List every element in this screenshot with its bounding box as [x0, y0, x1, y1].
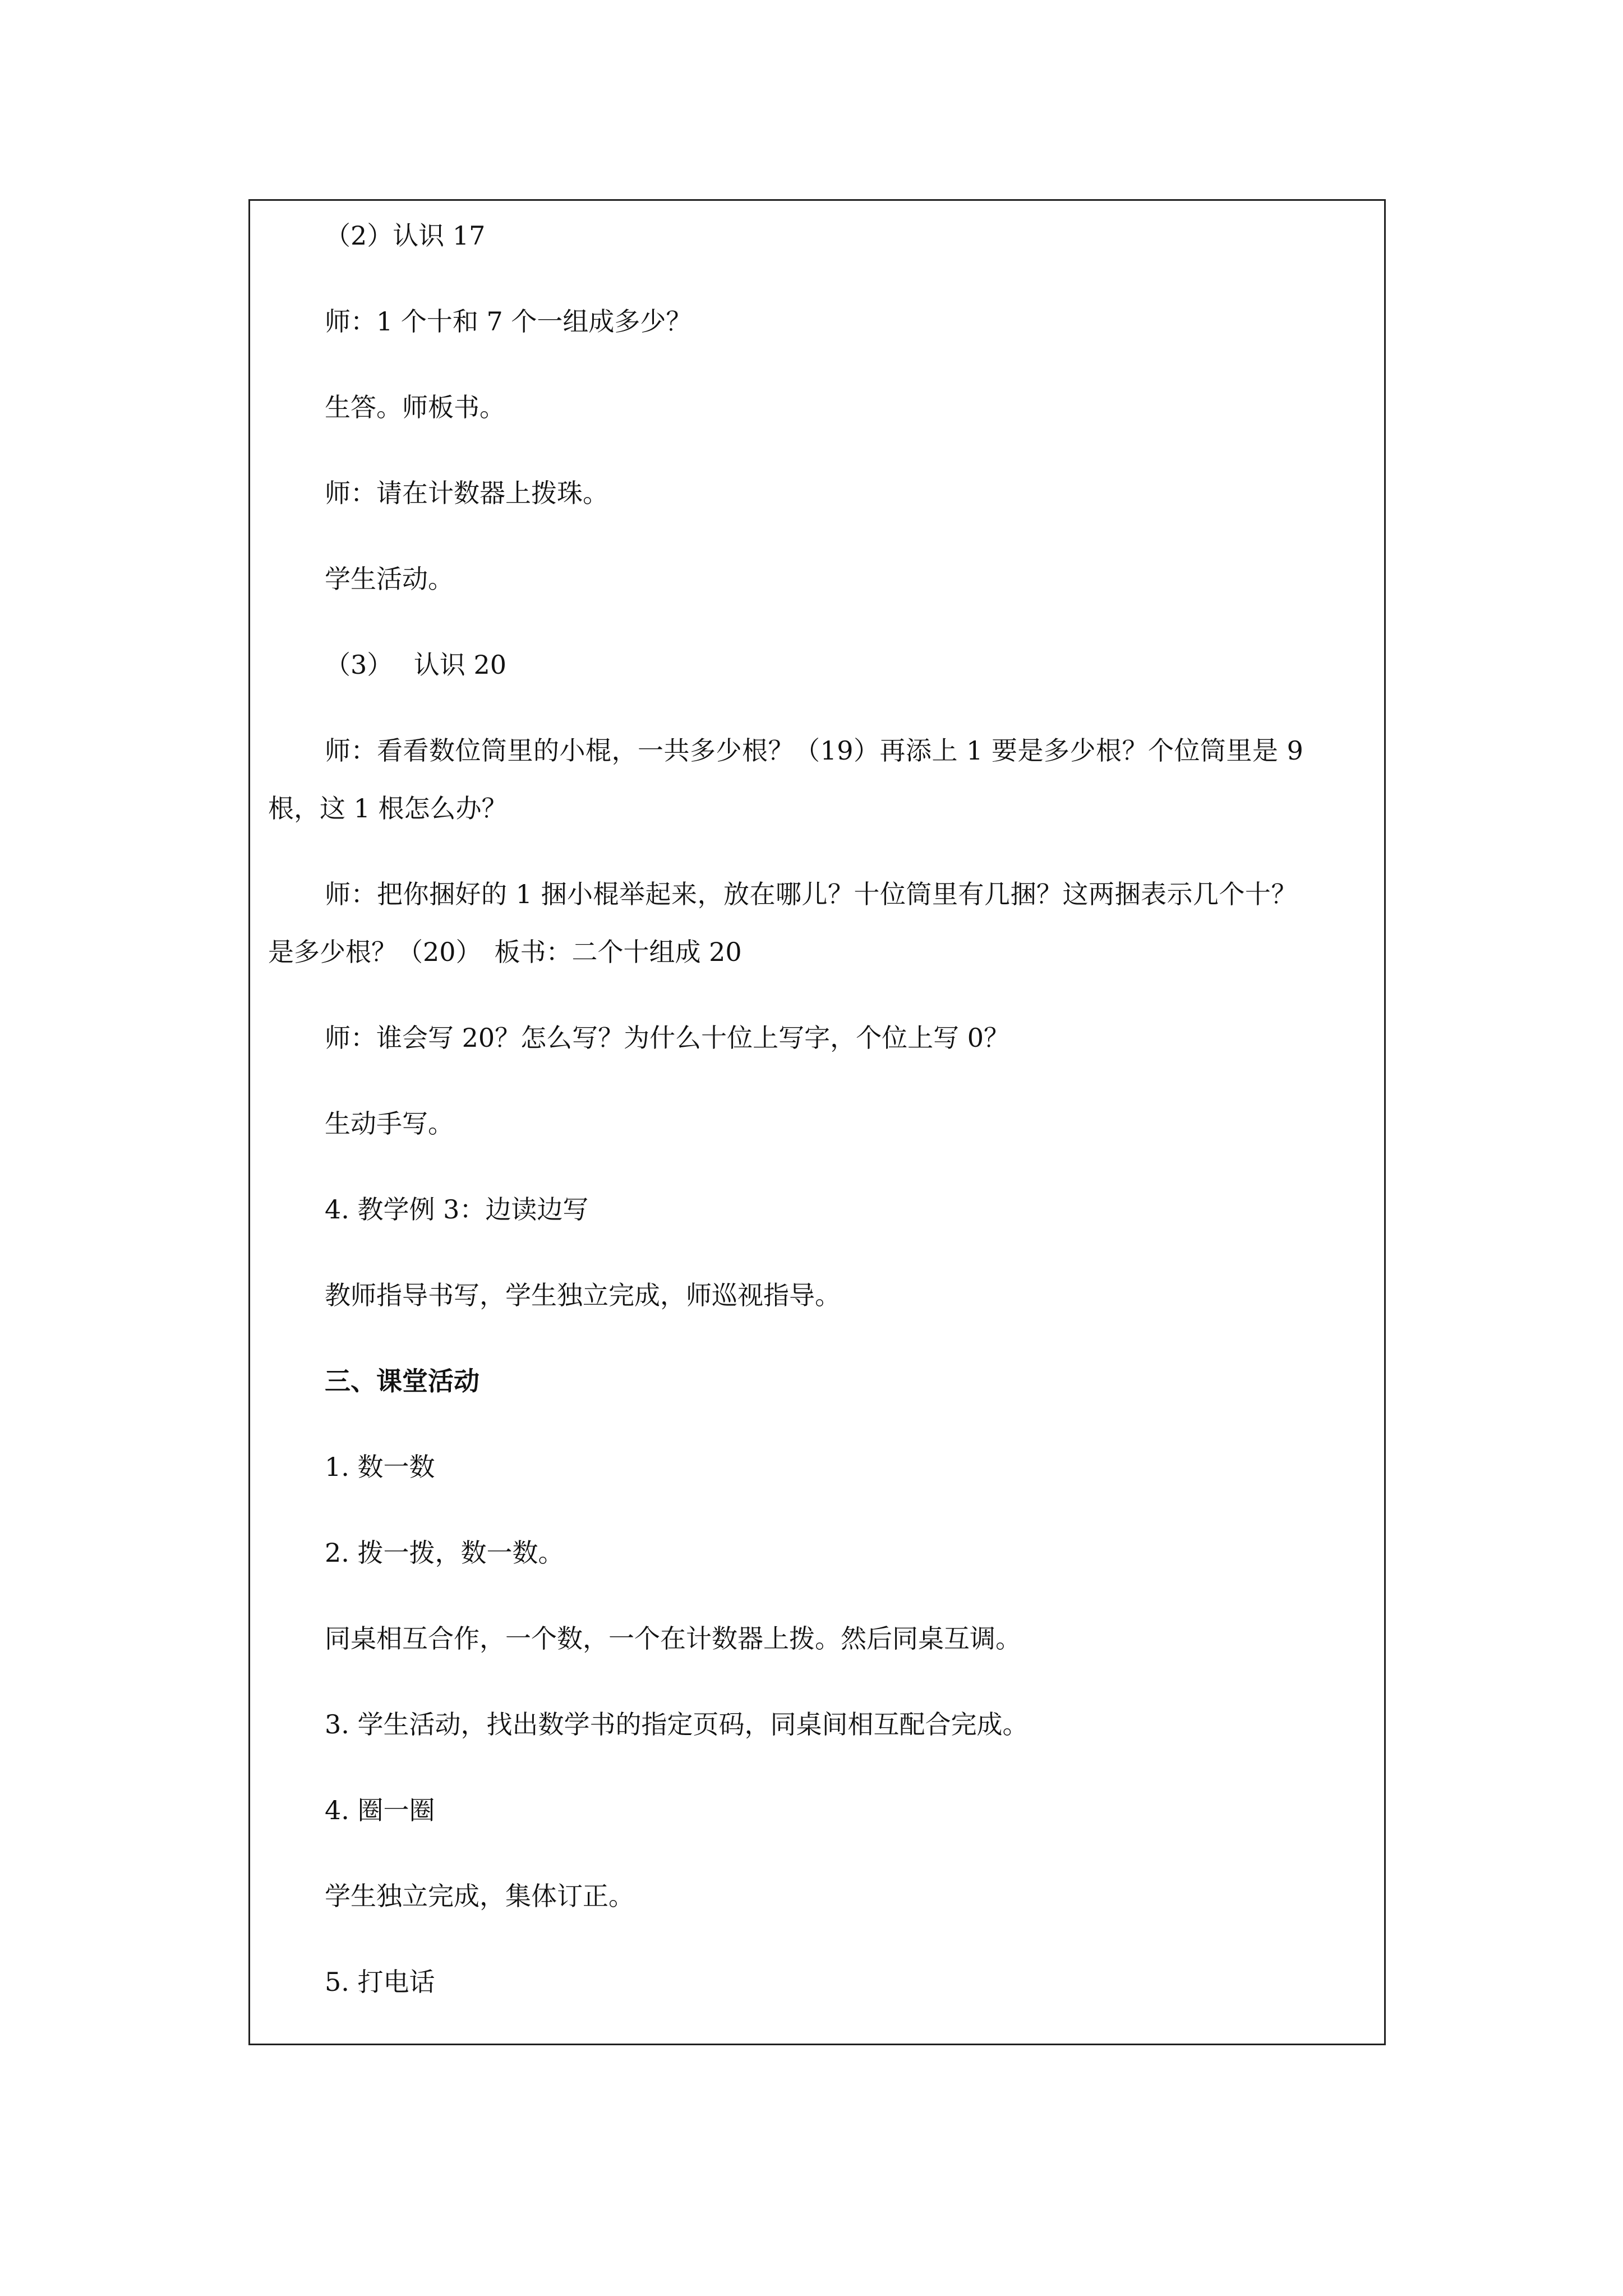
text-line: 4. 教学例 3：边读边写: [325, 1194, 589, 1225]
text-line: 师：把你捆好的 1 捆小棍举起来，放在哪儿？十位筒里有几捆？这两捆表示几个十？: [325, 879, 1298, 909]
lesson-plan-table-cell: [248, 199, 1386, 2045]
text-line: 是多少根？（20） 板书：二个十组成 20: [268, 937, 742, 967]
text-line: 教师指导书写，学生独立完成，师巡视指导。: [325, 1280, 841, 1310]
text-line: 根，这 1 根怎么办？: [268, 793, 508, 823]
text-line: 3. 学生活动，找出数学书的指定页码，同桌间相互配合完成。: [325, 1709, 1029, 1740]
text-line: 师：看看数位筒里的小棍，一共多少根？（19）再添上 1 要是多少根？个位筒里是 9: [325, 735, 1304, 766]
text-line: 1. 数一数: [325, 1452, 435, 1482]
text-line: 同桌相互合作，一个数，一个在计数器上拨。然后同桌互调。: [325, 1623, 1021, 1654]
text-line: （2）认识 17: [325, 220, 486, 251]
section-heading: 三、课堂活动: [325, 1366, 479, 1396]
text-line: （3） 认识 20: [325, 650, 507, 680]
text-line: 生动手写。: [325, 1108, 454, 1139]
text-line: 5. 打电话: [325, 1967, 435, 1997]
text-line: 师：请在计数器上拨珠。: [325, 478, 608, 508]
text-line: 学生活动。: [325, 564, 454, 594]
text-line: 生答。师板书。: [325, 392, 505, 422]
text-line: 学生独立完成，集体订正。: [325, 1881, 634, 1911]
text-line: 师：1 个十和 7 个一组成多少？: [325, 306, 692, 337]
text-line: 师：谁会写 20？怎么写？为什么十位上写字，个位上写 0？: [325, 1023, 1010, 1053]
text-line: 2. 拨一拨，数一数。: [325, 1538, 564, 1568]
text-line: 4. 圈一圈: [325, 1795, 435, 1825]
